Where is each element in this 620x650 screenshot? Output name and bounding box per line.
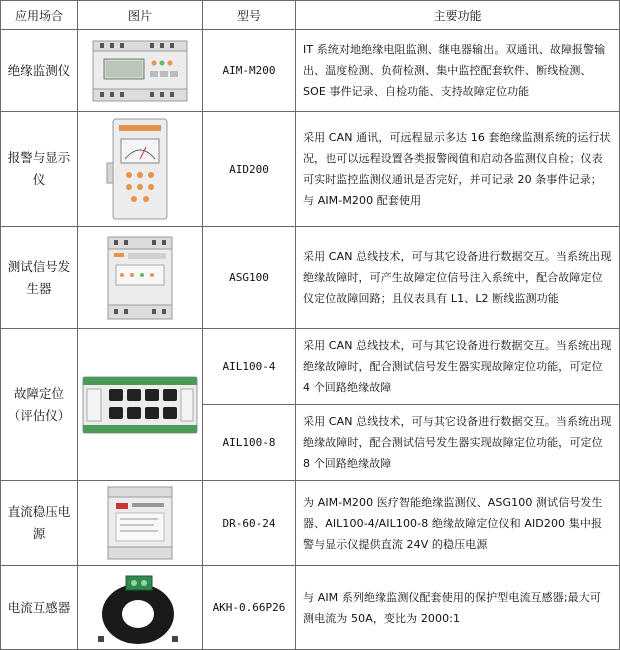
model-cell: AKH-0.66P26 [203, 566, 296, 650]
table-row [1, 112, 620, 227]
model-cell: AIM-M200 [203, 30, 296, 112]
alarm-display-device-icon [105, 117, 175, 221]
model-cell: AID200 [203, 112, 296, 227]
function-cell: 采用 CAN 总线技术，可与其它设备进行数据交互。当系统出现绝缘故障时，可产生故障定位信号注入系统中，配合故障定位仪定位故障回路；且仪表具有 L1、L2 断线监测功能 [296, 227, 620, 329]
function-cell: IT 系统对地绝缘电阻监测、继电器输出。双通讯、故障报警输出、温度检测、负荷检测、集中监控配套软件、断线检测、SOE 事件记录、自检功能、支持故障定位功能 [296, 30, 620, 112]
table-row [1, 30, 620, 112]
insulation-monitor-device-icon [90, 37, 190, 105]
header-scene: 应用场合 [1, 1, 78, 30]
image-cell [78, 112, 203, 227]
image-cell [78, 30, 203, 112]
signal-generator-device-icon [104, 235, 176, 321]
function-cell: 与 AIM 系列绝缘监测仪配套使用的保护型电流互感器;最大可测电流为 50A，变比为 2000:1 [296, 566, 620, 650]
table-header-row [1, 1, 620, 30]
scene-cell: 绝缘监测仪 [1, 30, 78, 112]
table-row [1, 329, 620, 405]
image-cell [78, 227, 203, 329]
function-cell: 采用 CAN 通讯，可远程显示多达 16 套绝缘监测系统的运行状况，也可以远程设置各类报警阀值和启动各监测仪自检；仪表可实时监控监测仪通讯是否完好，并可记录 20 条事件记录；与 AIM-M200 配套使用 [296, 112, 620, 227]
table-row [1, 227, 620, 329]
header-model: 型号 [203, 1, 296, 30]
function-cell: 为 AIM-M200 医疗智能绝缘监测仪、ASG100 测试信号发生器、AIL100-4/AIL100-8 绝缘故障定位仪和 AID200 集中报警与显示仪提供直流 24V 的稳压电源 [296, 481, 620, 566]
model-cell: ASG100 [203, 227, 296, 329]
table-row [1, 481, 620, 566]
header-function: 主要功能 [296, 1, 620, 30]
current-transformer-icon [90, 570, 190, 646]
table-row [1, 566, 620, 650]
image-cell [78, 329, 203, 481]
function-cell: 采用 CAN 总线技术，可与其它设备进行数据交互。当系统出现绝缘故障时，配合测试信号发生器实现故障定位功能，可定位 4 个回路绝缘故障 [296, 329, 620, 405]
model-cell: AIL100-4 [203, 329, 296, 405]
fault-locator-device-icon [81, 373, 199, 437]
scene-cell: 电流互感器 [1, 566, 78, 650]
image-cell [78, 481, 203, 566]
header-image: 图片 [78, 1, 203, 30]
dc-power-supply-device-icon [100, 485, 180, 561]
function-cell: 采用 CAN 总线技术，可与其它设备进行数据交互。当系统出现绝缘故障时，配合测试信号发生器实现故障定位功能，可定位 8 个回路绝缘故障 [296, 405, 620, 481]
model-cell: DR-60-24 [203, 481, 296, 566]
model-cell: AIL100-8 [203, 405, 296, 481]
scene-cell: 报警与显示仪 [1, 112, 78, 227]
scene-cell: 故障定位（评估仪） [1, 329, 78, 481]
scene-cell: 测试信号发生器 [1, 227, 78, 329]
scene-cell: 直流稳压电源 [1, 481, 78, 566]
image-cell [78, 566, 203, 650]
